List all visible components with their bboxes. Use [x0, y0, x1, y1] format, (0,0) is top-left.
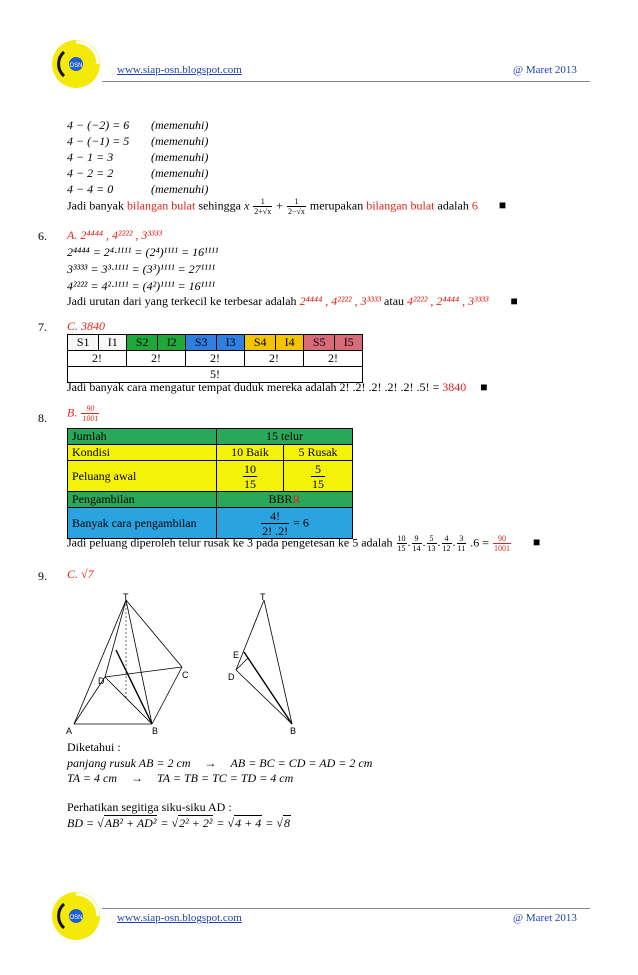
- svg-text:D: D: [228, 672, 235, 682]
- cell: 10 Baik: [217, 445, 284, 461]
- cell: 2!: [68, 351, 127, 367]
- q8-number: 8.: [38, 411, 47, 425]
- list-item: 4 − 4 = 0: [67, 182, 114, 196]
- cell: Kondisi: [68, 445, 217, 461]
- fraction: $\frac{5}{13}$: [427, 534, 436, 553]
- fraction: $\frac{9}{14}$: [412, 534, 421, 553]
- header-rule: [102, 81, 590, 82]
- q7-answer: C. 3840: [67, 319, 106, 333]
- svg-text:T: T: [260, 592, 266, 602]
- q7-number: 7.: [38, 320, 47, 334]
- cell: S3: [185, 335, 216, 351]
- cell: 5 Rusak: [284, 445, 353, 461]
- q8-answer: B. $\frac{90}{1001}$: [67, 404, 99, 423]
- cell: $\frac{10}{15}$: [217, 461, 284, 492]
- footer-date: @ Maret 2013: [513, 912, 577, 924]
- list-item-note: (memenuhi): [151, 166, 209, 180]
- cell: BBRR: [217, 492, 353, 508]
- list-item-note: (memenuhi): [151, 182, 209, 196]
- cell: S4: [244, 335, 275, 351]
- q6-line-2: 3³³³³ = 3³·¹¹¹¹ = (3³)¹¹¹¹ = 27¹¹¹¹: [67, 262, 216, 276]
- footer-logo: [50, 890, 102, 942]
- conclusion-5: Jadi banyak bilangan bulat sehingga x $\frac{1}{2+√x}$ + $\frac{1}{2-√x}$ merupakan bilangan bulat adalah 6 ■: [67, 197, 507, 216]
- cell: 2!: [185, 351, 244, 367]
- list-item-note: (memenuhi): [151, 134, 209, 148]
- pyramid-figures: [60, 592, 310, 737]
- q8-table: [67, 428, 353, 539]
- q9-answer: C. √7: [67, 567, 94, 581]
- header-date: @ Maret 2013: [513, 64, 577, 76]
- cell: 2!: [244, 351, 303, 367]
- svg-text:D: D: [98, 676, 105, 686]
- q6-line-3: 4²²²² = 4²·¹¹¹¹ = (4²)¹¹¹¹ = 16¹¹¹¹: [67, 279, 216, 293]
- q6-answer: A. 2⁴⁴⁴⁴ , 4²²²² , 3³³³³: [67, 228, 162, 242]
- header-url[interactable]: www.siap-osn.blogspot.com: [117, 64, 242, 76]
- q9-perhatikan: Perhatikan segitiga siku-siku AD :: [67, 800, 232, 814]
- q9-line-1: panjang rusuk AB = 2 cm → AB = BC = CD = AD = 2 cm: [67, 756, 373, 770]
- cell: Pengambilan: [68, 492, 217, 508]
- svg-text:T: T: [123, 592, 129, 602]
- q6-line-1: 2⁴⁴⁴⁴ = 2⁴·¹¹¹¹ = (2⁴)¹¹¹¹ = 16¹¹¹¹: [67, 245, 219, 259]
- header-logo: [50, 38, 102, 90]
- q8-conclusion: Jadi peluang diperoleh telur rusak ke 3 pada pengetesan ke 5 adalah $\frac{10}{15}$ . $\frac{9}{14}$ . $\frac{5}{13}$ . $\frac{4}{12}$ . $\frac{3}{11}$ .6 = $\frac{90}{1001}$ ■: [67, 534, 541, 553]
- cell: Peluang awal: [68, 461, 217, 492]
- cell: $\frac{5}{15}$: [284, 461, 353, 492]
- fraction: $\frac{10}{15}$: [397, 534, 406, 553]
- q7-table: [67, 334, 363, 383]
- q7-conclusion: Jadi banyak cara mengatur tempat duduk mereka adalah 2! .2! .2! .2! .2! .5! = 3840 ■: [67, 380, 488, 394]
- list-item: 4 − (−1) = 5: [67, 134, 130, 148]
- cell: I2: [158, 335, 186, 351]
- svg-text:A: A: [66, 726, 73, 736]
- cell: S2: [126, 335, 157, 351]
- list-item: 4 − (−2) = 6: [67, 118, 130, 132]
- cell: 2!: [126, 351, 185, 367]
- q6-conclusion: Jadi urutan dari yang terkecil ke terbesar adalah 2⁴⁴⁴⁴ , 4²²²² , 3³³³³ atau 4²²²² , 2⁴⁴⁴⁴ , 3³³³³ ■: [67, 294, 518, 308]
- footer-rule: [102, 908, 590, 909]
- list-item: 4 − 2 = 2: [67, 166, 114, 180]
- svg-text:B: B: [152, 726, 159, 736]
- cell: S1: [68, 335, 99, 351]
- fraction: $\frac{4}{12}$: [442, 534, 451, 553]
- cell: 5!: [68, 367, 363, 383]
- list-item-note: (memenuhi): [151, 150, 209, 164]
- fraction: $\frac{3}{11}$: [457, 534, 466, 553]
- q9-bd: BD = √AB² + AD² = √2² + 2² = √4 + 4 = √8: [67, 816, 290, 830]
- cell: 15 telur: [217, 429, 353, 445]
- cell: I4: [276, 335, 304, 351]
- svg-text:OSN: OSN: [69, 915, 83, 921]
- svg-text:B: B: [290, 726, 297, 736]
- q9-number: 9.: [38, 569, 47, 583]
- svg-text:OSN: OSN: [69, 63, 83, 69]
- cell: Banyak cara pengambilan: [68, 508, 217, 539]
- svg-text:E: E: [233, 650, 240, 660]
- q9-diketahui: Diketahui :: [67, 740, 121, 754]
- list-item-note: (memenuhi): [151, 118, 209, 132]
- q6-number: 6.: [38, 229, 47, 243]
- cell: I5: [335, 335, 363, 351]
- list-item: 4 − 1 = 3: [67, 150, 114, 164]
- svg-text:C: C: [182, 670, 189, 680]
- cell: I3: [217, 335, 245, 351]
- footer-url[interactable]: www.siap-osn.blogspot.com: [117, 912, 242, 924]
- cell: $\frac{4!}{2! .2!}$ = 6: [217, 508, 353, 539]
- cell: 2!: [303, 351, 362, 367]
- q9-line-2: TA = 4 cm → TA = TB = TC = TD = 4 cm: [67, 771, 294, 785]
- cell: Jumlah: [68, 429, 217, 445]
- cell: S5: [303, 335, 334, 351]
- cell: I1: [99, 335, 127, 351]
